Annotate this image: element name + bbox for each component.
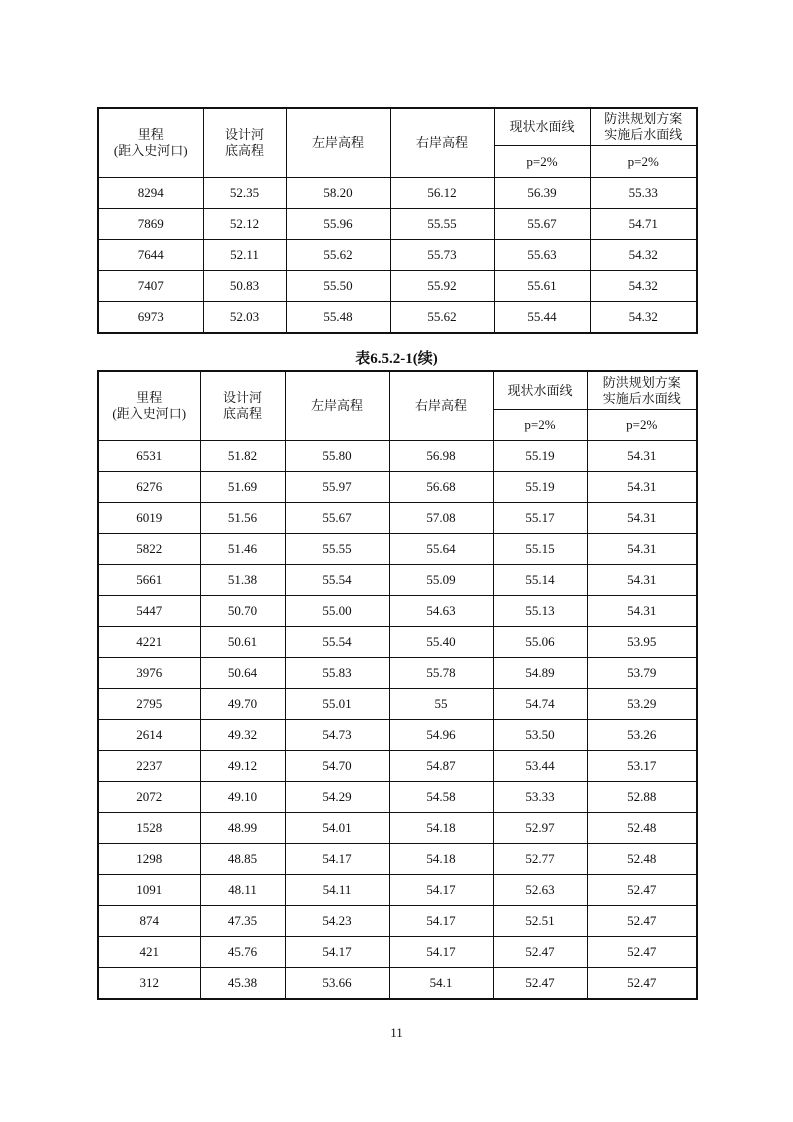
table-row <box>98 658 697 689</box>
cell-current-water-level: 55.63 <box>494 240 590 271</box>
cell-plan-water-level: 52.47 <box>587 937 697 968</box>
header-p-current: p=2% <box>493 410 587 441</box>
cell-station: 6276 <box>98 472 200 503</box>
cell-design-bed-elevation: 51.56 <box>200 503 285 534</box>
cell-right-bank-elevation: 56.68 <box>389 472 493 503</box>
cell-design-bed-elevation: 51.38 <box>200 565 285 596</box>
cell-right-bank-elevation: 57.08 <box>389 503 493 534</box>
cell-current-water-level: 55.15 <box>493 534 587 565</box>
table-caption: 表6.5.2-1(续) <box>355 351 438 367</box>
cell-left-bank-elevation: 55.62 <box>286 240 390 271</box>
cell-plan-water-level: 53.95 <box>587 627 697 658</box>
header-right-bank: 右岸高程 <box>389 371 493 441</box>
cell-current-water-level: 52.97 <box>493 813 587 844</box>
cell-right-bank-elevation: 54.63 <box>389 596 493 627</box>
cell-design-bed-elevation: 48.99 <box>200 813 285 844</box>
header-current-water: 现状水面线 <box>493 371 587 410</box>
cell-right-bank-elevation: 54.17 <box>389 937 493 968</box>
cell-right-bank-elevation: 55.09 <box>389 565 493 596</box>
cell-station: 7869 <box>98 209 203 240</box>
cell-station: 6973 <box>98 302 203 334</box>
cell-current-water-level: 54.74 <box>493 689 587 720</box>
cell-left-bank-elevation: 54.73 <box>285 720 389 751</box>
cell-right-bank-elevation: 54.96 <box>389 720 493 751</box>
cell-right-bank-elevation: 55.92 <box>390 271 494 302</box>
header-p-plan: p=2% <box>587 410 697 441</box>
cell-design-bed-elevation: 50.61 <box>200 627 285 658</box>
cell-plan-water-level: 54.31 <box>587 441 697 472</box>
table-row <box>98 689 697 720</box>
cell-station: 5822 <box>98 534 200 565</box>
cell-right-bank-elevation: 55.64 <box>389 534 493 565</box>
header-left-bank: 左岸高程 <box>285 371 389 441</box>
table-row <box>98 441 697 472</box>
cell-left-bank-elevation: 54.17 <box>285 844 389 875</box>
cell-station: 312 <box>98 968 200 1000</box>
header-station: 里程 (距入史河口) <box>98 108 203 178</box>
cell-current-water-level: 55.67 <box>494 209 590 240</box>
cell-left-bank-elevation: 55.67 <box>285 503 389 534</box>
cell-current-water-level: 55.06 <box>493 627 587 658</box>
cell-design-bed-elevation: 45.76 <box>200 937 285 968</box>
cell-design-bed-elevation: 48.11 <box>200 875 285 906</box>
cell-station: 6531 <box>98 441 200 472</box>
cell-plan-water-level: 54.32 <box>590 302 697 334</box>
cell-current-water-level: 55.14 <box>493 565 587 596</box>
cell-plan-water-level: 52.47 <box>587 875 697 906</box>
table-row <box>98 503 697 534</box>
cell-plan-water-level: 53.29 <box>587 689 697 720</box>
cell-plan-water-level: 54.32 <box>590 240 697 271</box>
cell-design-bed-elevation: 51.46 <box>200 534 285 565</box>
cell-left-bank-elevation: 55.54 <box>285 565 389 596</box>
table-row <box>98 240 697 271</box>
cell-right-bank-elevation: 54.17 <box>389 875 493 906</box>
table-row <box>98 209 697 240</box>
cell-plan-water-level: 54.31 <box>587 565 697 596</box>
header-left-bank: 左岸高程 <box>286 108 390 178</box>
cell-left-bank-elevation: 54.29 <box>285 782 389 813</box>
cell-station: 6019 <box>98 503 200 534</box>
cell-current-water-level: 53.44 <box>493 751 587 782</box>
cell-right-bank-elevation: 54.58 <box>389 782 493 813</box>
cell-right-bank-elevation: 54.18 <box>389 844 493 875</box>
cell-station: 2072 <box>98 782 200 813</box>
table-row <box>98 751 697 782</box>
cell-left-bank-elevation: 54.23 <box>285 906 389 937</box>
cell-left-bank-elevation: 55.48 <box>286 302 390 334</box>
cell-right-bank-elevation: 54.17 <box>389 906 493 937</box>
table-row <box>98 875 697 906</box>
cell-design-bed-elevation: 50.64 <box>200 658 285 689</box>
cell-station: 7407 <box>98 271 203 302</box>
header-station: 里程 (距入史河口) <box>98 371 200 441</box>
cell-plan-water-level: 54.31 <box>587 503 697 534</box>
cell-design-bed-elevation: 49.12 <box>200 751 285 782</box>
cell-right-bank-elevation: 56.12 <box>390 178 494 209</box>
cell-design-bed-elevation: 45.38 <box>200 968 285 1000</box>
cell-station: 3976 <box>98 658 200 689</box>
water-level-table <box>97 107 698 334</box>
cell-left-bank-elevation: 54.70 <box>285 751 389 782</box>
cell-station: 7644 <box>98 240 203 271</box>
cell-current-water-level: 53.50 <box>493 720 587 751</box>
table-row <box>98 720 697 751</box>
cell-design-bed-elevation: 51.69 <box>200 472 285 503</box>
cell-station: 2237 <box>98 751 200 782</box>
cell-current-water-level: 52.51 <box>493 906 587 937</box>
cell-station: 8294 <box>98 178 203 209</box>
cell-design-bed-elevation: 50.70 <box>200 596 285 627</box>
cell-left-bank-elevation: 55.01 <box>285 689 389 720</box>
cell-left-bank-elevation: 55.80 <box>285 441 389 472</box>
cell-station: 1091 <box>98 875 200 906</box>
cell-design-bed-elevation: 49.70 <box>200 689 285 720</box>
cell-plan-water-level: 54.31 <box>587 534 697 565</box>
cell-right-bank-elevation: 55.40 <box>389 627 493 658</box>
cell-plan-water-level: 52.48 <box>587 813 697 844</box>
cell-right-bank-elevation: 55.55 <box>390 209 494 240</box>
table-row <box>98 271 697 302</box>
cell-design-bed-elevation: 51.82 <box>200 441 285 472</box>
cell-left-bank-elevation: 55.54 <box>285 627 389 658</box>
cell-current-water-level: 52.47 <box>493 937 587 968</box>
cell-plan-water-level: 54.31 <box>587 472 697 503</box>
cell-current-water-level: 52.47 <box>493 968 587 1000</box>
header-plan-water: 防洪规划方案 实施后水面线 <box>587 371 697 410</box>
header-p-plan: p=2% <box>590 146 697 178</box>
cell-right-bank-elevation: 54.18 <box>389 813 493 844</box>
cell-right-bank-elevation: 55.62 <box>390 302 494 334</box>
page-number: 11 <box>390 1025 403 1040</box>
header-right-bank: 右岸高程 <box>390 108 494 178</box>
cell-left-bank-elevation: 55.97 <box>285 472 389 503</box>
table-row <box>98 627 697 658</box>
cell-current-water-level: 55.17 <box>493 503 587 534</box>
cell-plan-water-level: 53.79 <box>587 658 697 689</box>
cell-design-bed-elevation: 52.11 <box>203 240 286 271</box>
header-plan-water: 防洪规划方案 实施后水面线 <box>590 108 697 146</box>
table-body <box>98 178 697 334</box>
table-row <box>98 844 697 875</box>
cell-plan-water-level: 55.33 <box>590 178 697 209</box>
cell-station: 5661 <box>98 565 200 596</box>
cell-design-bed-elevation: 52.35 <box>203 178 286 209</box>
cell-left-bank-elevation: 55.00 <box>285 596 389 627</box>
cell-left-bank-elevation: 55.50 <box>286 271 390 302</box>
cell-plan-water-level: 52.47 <box>587 968 697 1000</box>
cell-plan-water-level: 53.17 <box>587 751 697 782</box>
cell-design-bed-elevation: 49.10 <box>200 782 285 813</box>
cell-right-bank-elevation: 55.73 <box>390 240 494 271</box>
cell-left-bank-elevation: 53.66 <box>285 968 389 1000</box>
table-row <box>98 178 697 209</box>
header-design-bed: 设计河 底高程 <box>200 371 285 441</box>
cell-current-water-level: 54.89 <box>493 658 587 689</box>
cell-left-bank-elevation: 54.17 <box>285 937 389 968</box>
cell-current-water-level: 53.33 <box>493 782 587 813</box>
cell-station: 5447 <box>98 596 200 627</box>
table-row <box>98 565 697 596</box>
cell-current-water-level: 55.61 <box>494 271 590 302</box>
table-row <box>98 534 697 565</box>
table-row <box>98 782 697 813</box>
cell-station: 1298 <box>98 844 200 875</box>
cell-left-bank-elevation: 54.01 <box>285 813 389 844</box>
cell-current-water-level: 55.44 <box>494 302 590 334</box>
cell-left-bank-elevation: 58.20 <box>286 178 390 209</box>
header-current-water: 现状水面线 <box>494 108 590 146</box>
cell-current-water-level: 55.19 <box>493 472 587 503</box>
table-body <box>98 441 697 1000</box>
cell-plan-water-level: 54.32 <box>590 271 697 302</box>
cell-design-bed-elevation: 52.12 <box>203 209 286 240</box>
cell-current-water-level: 55.13 <box>493 596 587 627</box>
cell-design-bed-elevation: 50.83 <box>203 271 286 302</box>
cell-plan-water-level: 54.31 <box>587 596 697 627</box>
table-row <box>98 596 697 627</box>
header-design-bed: 设计河 底高程 <box>203 108 286 178</box>
cell-station: 421 <box>98 937 200 968</box>
cell-station: 1528 <box>98 813 200 844</box>
cell-current-water-level: 55.19 <box>493 441 587 472</box>
table-row <box>98 472 697 503</box>
cell-design-bed-elevation: 48.85 <box>200 844 285 875</box>
cell-plan-water-level: 54.71 <box>590 209 697 240</box>
cell-right-bank-elevation: 55 <box>389 689 493 720</box>
cell-design-bed-elevation: 52.03 <box>203 302 286 334</box>
cell-station: 4221 <box>98 627 200 658</box>
table-row <box>98 813 697 844</box>
water-level-table-continued <box>97 370 698 1000</box>
cell-station: 2795 <box>98 689 200 720</box>
cell-design-bed-elevation: 49.32 <box>200 720 285 751</box>
cell-right-bank-elevation: 54.1 <box>389 968 493 1000</box>
cell-right-bank-elevation: 56.98 <box>389 441 493 472</box>
cell-left-bank-elevation: 54.11 <box>285 875 389 906</box>
cell-right-bank-elevation: 54.87 <box>389 751 493 782</box>
cell-plan-water-level: 52.47 <box>587 906 697 937</box>
table-row <box>98 968 697 1000</box>
cell-current-water-level: 52.63 <box>493 875 587 906</box>
table-row <box>98 906 697 937</box>
cell-left-bank-elevation: 55.96 <box>286 209 390 240</box>
table-row <box>98 937 697 968</box>
cell-design-bed-elevation: 47.35 <box>200 906 285 937</box>
cell-plan-water-level: 53.26 <box>587 720 697 751</box>
cell-plan-water-level: 52.88 <box>587 782 697 813</box>
cell-left-bank-elevation: 55.83 <box>285 658 389 689</box>
cell-left-bank-elevation: 55.55 <box>285 534 389 565</box>
cell-current-water-level: 52.77 <box>493 844 587 875</box>
header-p-current: p=2% <box>494 146 590 178</box>
cell-current-water-level: 56.39 <box>494 178 590 209</box>
cell-plan-water-level: 52.48 <box>587 844 697 875</box>
cell-right-bank-elevation: 55.78 <box>389 658 493 689</box>
cell-station: 874 <box>98 906 200 937</box>
table-row <box>98 302 697 334</box>
cell-station: 2614 <box>98 720 200 751</box>
